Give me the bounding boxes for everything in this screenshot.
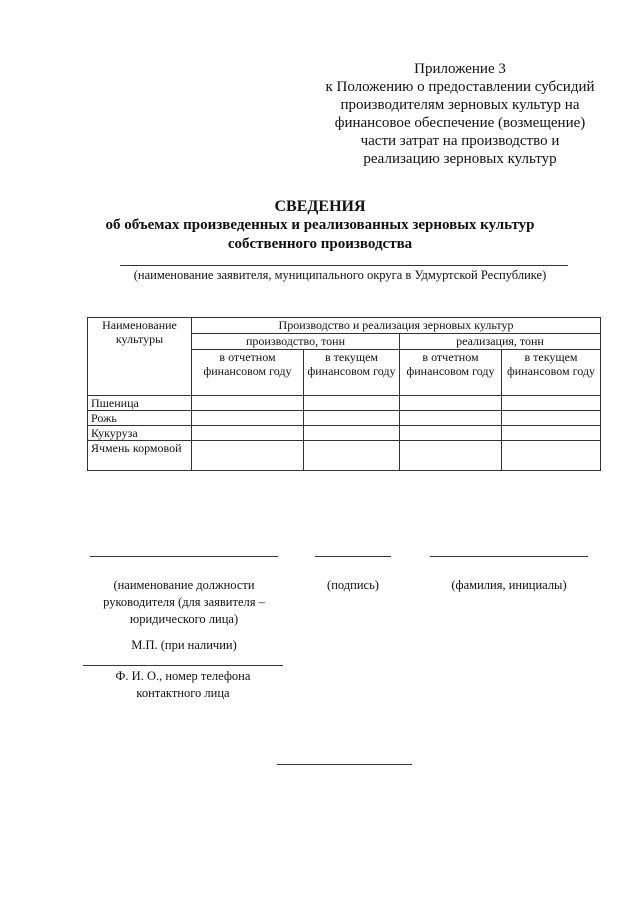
contact-label: Ф. И. О., номер телефона контактного лица	[115, 669, 251, 700]
table-cell[interactable]	[304, 441, 400, 471]
table-cell[interactable]	[304, 426, 400, 441]
culture-name: Кукуруза	[88, 426, 192, 441]
position-signature-line	[90, 556, 278, 557]
table-cell[interactable]	[192, 396, 304, 411]
bottom-line	[277, 764, 412, 765]
table-cell[interactable]	[502, 411, 601, 426]
production-current-year-header: в текущем финансовом году	[304, 350, 400, 396]
culture-name: Ячмень кормовой	[88, 441, 192, 471]
table-cell[interactable]	[304, 411, 400, 426]
annex-line: реализацию зерновых культур	[363, 151, 557, 167]
document-subtitle	[80, 216, 560, 254]
sales-header: реализация, тонн	[400, 334, 601, 350]
grain-table	[87, 317, 601, 471]
table-row	[88, 396, 601, 411]
culture-name: Рожь	[88, 411, 192, 426]
table-row	[88, 426, 601, 441]
table-row	[88, 411, 601, 426]
table-cell[interactable]	[502, 441, 601, 471]
group-header: Производство и реализация зерновых культур	[192, 318, 601, 334]
table-cell[interactable]	[502, 396, 601, 411]
table-cell[interactable]	[400, 411, 502, 426]
document-title: СВЕДЕНИЯ	[274, 198, 366, 215]
signature-line	[315, 556, 391, 557]
culture-header: Наименование культуры	[88, 318, 192, 396]
name-signature-line	[430, 556, 588, 557]
annex-block	[300, 60, 620, 168]
table-cell[interactable]	[400, 426, 502, 441]
signature-label: (подпись)	[327, 578, 379, 592]
sales-current-year-header: в текущем финансовом году	[502, 350, 601, 396]
annex-line: производителям зерновых культур на	[340, 97, 580, 113]
table-cell[interactable]	[502, 426, 601, 441]
subtitle-line: об объемах произведенных и реализованных зерновых культур	[105, 217, 535, 233]
table-cell[interactable]	[304, 396, 400, 411]
position-label: (наименование должности руководителя (для заявителя – юридического лица)	[103, 578, 265, 626]
table-cell[interactable]	[192, 426, 304, 441]
table-cell[interactable]	[400, 441, 502, 471]
stamp-label: М.П. (при наличии)	[131, 638, 237, 652]
subtitle-line: собственного производства	[227, 236, 413, 252]
annex-line: финансовое обеспечение (возмещение)	[334, 115, 586, 131]
table-cell[interactable]	[400, 396, 502, 411]
table-cell[interactable]	[192, 411, 304, 426]
annex-line: Приложение 3	[414, 61, 506, 77]
table-row	[88, 441, 601, 471]
annex-line: части затрат на производство и	[360, 133, 560, 149]
production-header: производство, тонн	[192, 334, 400, 350]
culture-name: Пшеница	[88, 396, 192, 411]
name-label: (фамилия, инициалы)	[451, 578, 567, 592]
production-reporting-year-header: в отчетном финансовом году	[192, 350, 304, 396]
applicant-note: (наименование заявителя, муниципального округа в Удмуртской Республике)	[133, 268, 547, 282]
sales-reporting-year-header: в отчетном финансовом году	[400, 350, 502, 396]
applicant-line	[120, 265, 568, 266]
table-cell[interactable]	[192, 441, 304, 471]
annex-line: к Положению о предоставлении субсидий	[325, 79, 595, 95]
contact-line	[83, 665, 283, 666]
